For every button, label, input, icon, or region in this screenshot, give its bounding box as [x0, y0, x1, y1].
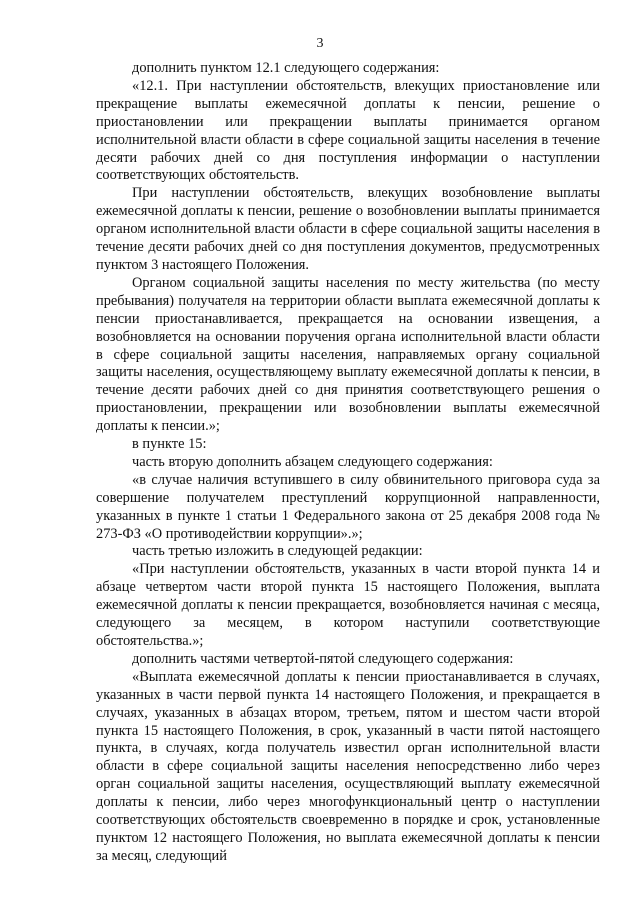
paragraph: «12.1. При наступлении обстоятельств, влекущих приостановление или прекращение выплаты ежемесячной доплаты к пенсии, решение о приостановлении или прекращении выплаты принимается органом исполнительной власти области в сфере социальной защиты населения в течение десяти рабочих дней со дня поступления информации о наступлении соответствующих обстоятельств. — [96, 77, 600, 184]
paragraph: При наступлении обстоятельств, влекущих возобновление выплаты ежемесячной доплаты к пенсии, решение о возобновлении выплаты принимается органом исполнительной власти области в сфере социальной защиты населения в течение десяти рабочих дней со дня поступления документов, предусмотренных пунктом 3 настоящего Положения. — [96, 185, 600, 273]
paragraph: часть вторую дополнить абзацем следующего содержания: — [132, 453, 493, 470]
paragraph: в пункте 15: — [132, 436, 207, 453]
paragraph: дополнить частями четвертой-пятой следующего содержания: — [132, 650, 514, 667]
document-body — [96, 60, 600, 866]
paragraph: Органом социальной защиты населения по месту жительства (по месту пребывания) получателя на территории области выплата ежемесячной доплаты к пенсии приостанавливается, прекращается на основании извещения, а возобновляется на основании поручения органа исполнительной власти области в сфере социальной защиты населения, направляемых органу социальной защиты населения, осуществляющему выплату ежемесячной доплаты к пенсии, в течение десяти рабочих дней со дня принятия соответствующего решения о приостановлении, прекращении или возобновлении выплаты ежемесячной доплаты к пенсии.»; — [96, 274, 600, 435]
paragraph: дополнить пунктом 12.1 следующего содержания: — [132, 60, 440, 76]
page-number: 3 — [316, 36, 324, 51]
paragraph: часть третью изложить в следующей редакции: — [132, 543, 423, 560]
paragraph: «в случае наличия вступившего в силу обвинительного приговора суда за совершение получателем преступлений коррупционной направленности, указанных в пункте 1 статьи 1 Федерального закона от 25 декабря 2008 года № 273-ФЗ «О противодействии коррупции».»; — [96, 471, 600, 542]
paragraph: «При наступлении обстоятельств, указанных в части второй пункта 14 и абзаце четвертом части второй пункта 15 настоящего Положения, выплата ежемесячной доплаты к пенсии прекращается, возобновляется начиная с месяца, следующего за месяцем, в котором наступили соответствующие обстоятельства.»; — [96, 561, 600, 649]
paragraph: «Выплата ежемесячной доплаты к пенсии приостанавливается в случаях, указанных в части первой пункта 14 настоящего Положения, и прекращается в случаях, указанных в абзацах втором, третьем, пятом и шестом части второй пункта 15 настоящего Положения, в срок, указанный в части пятой настоящего пункта, в случаях, когда получатель известил орган исполнительной власти области в сфере социальной защиты населения непосредственно либо через орган социальной защиты населения, осуществляющий выплату ежемесячной доплаты к пенсии, либо через многофункциональный центр о наступлении соответствующих обстоятельств своевременно в порядке и срок, установленные пунктом 12 настоящего Положения, но выплата ежемесячной доплаты к пенсии за месяц, следующий — [96, 668, 600, 864]
